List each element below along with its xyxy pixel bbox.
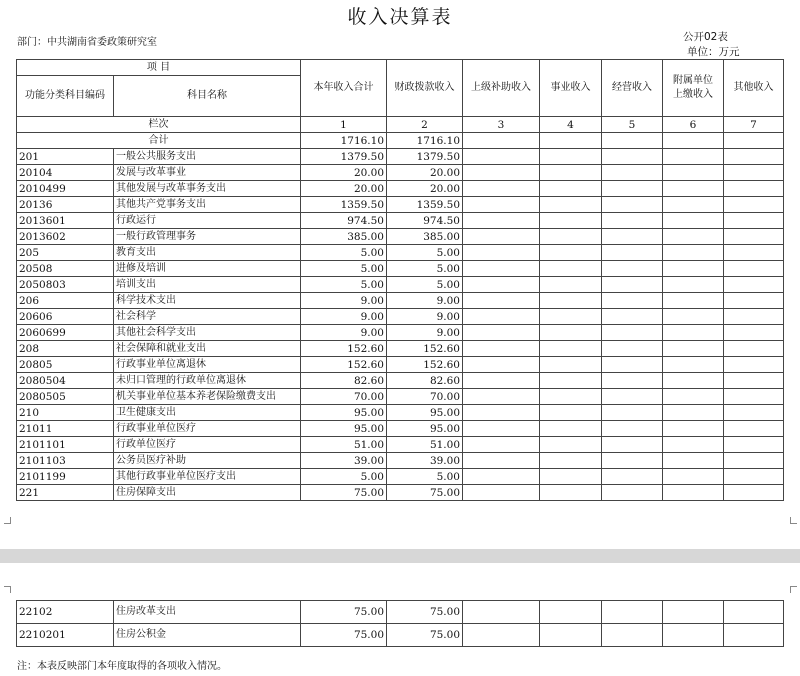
row-total: 152.60	[301, 357, 387, 373]
row-total: 20.00	[301, 181, 387, 197]
empty-cell	[463, 293, 540, 309]
row-name: 行政事业单位医疗	[114, 421, 301, 437]
report-title: 收入决算表	[347, 6, 453, 28]
empty-cell	[663, 325, 724, 341]
row-code: 2050803	[17, 277, 114, 293]
row-fiscal: 75.00	[387, 624, 463, 647]
row-code: 221	[17, 485, 114, 501]
empty-cell	[724, 453, 784, 469]
row-name: 其他行政事业单位医疗支出	[114, 469, 301, 485]
row-name: 社会保障和就业支出	[114, 341, 301, 357]
table-row	[17, 165, 784, 181]
row-code: 2101199	[17, 469, 114, 485]
empty-cell	[602, 229, 663, 245]
col-index-number: 6	[663, 117, 724, 133]
empty-cell	[724, 373, 784, 389]
empty-cell	[663, 601, 724, 624]
row-total: 70.00	[301, 389, 387, 405]
row-total: 5.00	[301, 469, 387, 485]
empty-cell	[663, 421, 724, 437]
row-name: 未归口管理的行政单位离退休	[114, 373, 301, 389]
empty-cell	[540, 341, 602, 357]
empty-cell	[724, 357, 784, 373]
empty-cell	[724, 149, 784, 165]
row-code: 206	[17, 293, 114, 309]
empty-cell	[602, 389, 663, 405]
empty-cell	[540, 421, 602, 437]
empty-cell	[663, 405, 724, 421]
row-fiscal: 5.00	[387, 261, 463, 277]
row-total: 5.00	[301, 277, 387, 293]
empty-cell	[724, 325, 784, 341]
empty-cell	[602, 133, 663, 149]
table-row	[17, 325, 784, 341]
empty-cell	[602, 149, 663, 165]
empty-cell	[463, 165, 540, 181]
header-row-1	[17, 60, 784, 76]
row-total: 75.00	[301, 601, 387, 624]
row-code: 2080505	[17, 389, 114, 405]
total-amount: 1716.10	[301, 133, 387, 149]
col-index-number: 1	[301, 117, 387, 133]
empty-cell	[663, 181, 724, 197]
empty-cell	[540, 453, 602, 469]
form-number: 公开02表	[683, 31, 728, 43]
empty-cell	[602, 293, 663, 309]
row-fiscal: 5.00	[387, 469, 463, 485]
header-item: 项 目	[17, 60, 301, 76]
empty-cell	[463, 405, 540, 421]
empty-cell	[602, 181, 663, 197]
empty-cell	[463, 437, 540, 453]
income-table-continued	[16, 600, 784, 647]
row-name: 其他共产党事务支出	[114, 197, 301, 213]
header-other: 其他收入	[724, 60, 784, 117]
empty-cell	[463, 245, 540, 261]
empty-cell	[602, 197, 663, 213]
empty-cell	[463, 469, 540, 485]
department-label: 部门：中共湖南省委政策研究室	[17, 37, 157, 48]
empty-cell	[724, 421, 784, 437]
col-index-label: 栏次	[17, 117, 301, 133]
empty-cell	[724, 293, 784, 309]
row-total: 1379.50	[301, 149, 387, 165]
row-total: 82.60	[301, 373, 387, 389]
row-fiscal: 75.00	[387, 485, 463, 501]
header-fiscal: 财政拨款收入	[387, 60, 463, 117]
table-row	[17, 485, 784, 501]
empty-cell	[540, 293, 602, 309]
empty-cell	[602, 357, 663, 373]
empty-cell	[724, 341, 784, 357]
row-name: 公务员医疗补助	[114, 453, 301, 469]
table-row	[17, 421, 784, 437]
table-row	[17, 357, 784, 373]
row-name: 住房改革支出	[114, 601, 301, 624]
footnote: 注：本表反映部门本年度取得的各项收入情况。	[17, 661, 227, 672]
empty-cell	[602, 261, 663, 277]
page-corner-mark	[790, 586, 797, 593]
col-index-number: 2	[387, 117, 463, 133]
empty-cell	[663, 197, 724, 213]
row-total: 9.00	[301, 293, 387, 309]
row-code: 20104	[17, 165, 114, 181]
table-row	[17, 293, 784, 309]
table-row	[17, 277, 784, 293]
empty-cell	[724, 165, 784, 181]
row-code: 21011	[17, 421, 114, 437]
empty-cell	[463, 453, 540, 469]
empty-cell	[724, 309, 784, 325]
row-fiscal: 5.00	[387, 245, 463, 261]
row-code: 22102	[17, 601, 114, 624]
table-row	[17, 469, 784, 485]
empty-cell	[602, 213, 663, 229]
row-total: 75.00	[301, 485, 387, 501]
empty-cell	[463, 277, 540, 293]
empty-cell	[540, 165, 602, 181]
empty-cell	[663, 245, 724, 261]
col-index-number: 3	[463, 117, 540, 133]
row-total: 5.00	[301, 261, 387, 277]
row-fiscal: 152.60	[387, 341, 463, 357]
row-fiscal: 385.00	[387, 229, 463, 245]
col-index-number: 7	[724, 117, 784, 133]
empty-cell	[463, 229, 540, 245]
row-code: 2210201	[17, 624, 114, 647]
empty-cell	[540, 149, 602, 165]
empty-cell	[463, 389, 540, 405]
row-code: 2101103	[17, 453, 114, 469]
empty-cell	[602, 325, 663, 341]
table-row	[17, 405, 784, 421]
empty-cell	[663, 213, 724, 229]
row-fiscal: 1379.50	[387, 149, 463, 165]
empty-cell	[602, 277, 663, 293]
row-fiscal: 1359.50	[387, 197, 463, 213]
header-business: 事业收入	[540, 60, 602, 117]
row-fiscal: 20.00	[387, 181, 463, 197]
total-fiscal: 1716.10	[387, 133, 463, 149]
empty-cell	[724, 469, 784, 485]
empty-cell	[663, 277, 724, 293]
row-fiscal: 974.50	[387, 213, 463, 229]
empty-cell	[602, 469, 663, 485]
empty-cell	[540, 601, 602, 624]
header-affiliated: 附属单位上缴收入	[663, 60, 724, 117]
row-total: 75.00	[301, 624, 387, 647]
table-row	[17, 245, 784, 261]
table-row	[17, 437, 784, 453]
table-row	[17, 309, 784, 325]
empty-cell	[602, 453, 663, 469]
row-fiscal: 95.00	[387, 421, 463, 437]
row-total: 1359.50	[301, 197, 387, 213]
empty-cell	[602, 309, 663, 325]
empty-cell	[540, 133, 602, 149]
table-row	[17, 601, 784, 624]
empty-cell	[663, 133, 724, 149]
empty-cell	[463, 373, 540, 389]
row-name: 行政事业单位离退休	[114, 357, 301, 373]
empty-cell	[540, 405, 602, 421]
empty-cell	[463, 601, 540, 624]
empty-cell	[724, 197, 784, 213]
empty-cell	[724, 485, 784, 501]
table-row	[17, 229, 784, 245]
empty-cell	[663, 373, 724, 389]
empty-cell	[463, 181, 540, 197]
row-name: 培训支出	[114, 277, 301, 293]
col-index-number: 5	[602, 117, 663, 133]
empty-cell	[663, 293, 724, 309]
empty-cell	[663, 261, 724, 277]
empty-cell	[540, 197, 602, 213]
row-code: 20606	[17, 309, 114, 325]
empty-cell	[463, 197, 540, 213]
row-total: 9.00	[301, 325, 387, 341]
empty-cell	[602, 405, 663, 421]
empty-cell	[540, 261, 602, 277]
table-row	[17, 149, 784, 165]
row-total: 385.00	[301, 229, 387, 245]
row-name: 住房保障支出	[114, 485, 301, 501]
empty-cell	[463, 485, 540, 501]
empty-cell	[663, 229, 724, 245]
row-fiscal: 39.00	[387, 453, 463, 469]
empty-cell	[540, 213, 602, 229]
total-label: 合计	[17, 133, 301, 149]
row-code: 2101101	[17, 437, 114, 453]
empty-cell	[463, 325, 540, 341]
total-row	[17, 133, 784, 149]
empty-cell	[463, 133, 540, 149]
empty-cell	[540, 389, 602, 405]
col-index-row	[17, 117, 784, 133]
row-code: 2010499	[17, 181, 114, 197]
row-code: 205	[17, 245, 114, 261]
table-row	[17, 197, 784, 213]
page-corner-mark	[4, 517, 11, 524]
row-fiscal: 70.00	[387, 389, 463, 405]
empty-cell	[540, 437, 602, 453]
empty-cell	[602, 601, 663, 624]
empty-cell	[602, 373, 663, 389]
table-row	[17, 389, 784, 405]
row-name: 机关事业单位基本养老保险缴费支出	[114, 389, 301, 405]
empty-cell	[540, 325, 602, 341]
table-row	[17, 181, 784, 197]
row-total: 51.00	[301, 437, 387, 453]
income-table	[16, 59, 784, 501]
row-total: 9.00	[301, 309, 387, 325]
empty-cell	[663, 469, 724, 485]
row-total: 20.00	[301, 165, 387, 181]
header-superior: 上级补助收入	[463, 60, 540, 117]
empty-cell	[724, 261, 784, 277]
row-code: 2013602	[17, 229, 114, 245]
empty-cell	[540, 181, 602, 197]
row-code: 2013601	[17, 213, 114, 229]
empty-cell	[724, 601, 784, 624]
empty-cell	[540, 624, 602, 647]
empty-cell	[602, 421, 663, 437]
empty-cell	[663, 437, 724, 453]
empty-cell	[540, 469, 602, 485]
row-code: 2060699	[17, 325, 114, 341]
row-fiscal: 9.00	[387, 309, 463, 325]
row-total: 39.00	[301, 453, 387, 469]
table-row	[17, 341, 784, 357]
empty-cell	[724, 389, 784, 405]
row-name: 其他发展与改革事务支出	[114, 181, 301, 197]
row-fiscal: 75.00	[387, 601, 463, 624]
table-row	[17, 624, 784, 647]
page-corner-mark	[790, 517, 797, 524]
empty-cell	[540, 245, 602, 261]
empty-cell	[663, 149, 724, 165]
row-fiscal: 5.00	[387, 277, 463, 293]
row-name: 教育支出	[114, 245, 301, 261]
empty-cell	[663, 357, 724, 373]
row-name: 发展与改革事业	[114, 165, 301, 181]
empty-cell	[540, 357, 602, 373]
header-code: 功能分类科目编码	[17, 76, 114, 117]
row-fiscal: 95.00	[387, 405, 463, 421]
empty-cell	[724, 229, 784, 245]
empty-cell	[724, 181, 784, 197]
page-corner-mark	[4, 586, 11, 593]
empty-cell	[463, 421, 540, 437]
empty-cell	[724, 213, 784, 229]
col-index-number: 4	[540, 117, 602, 133]
empty-cell	[540, 277, 602, 293]
empty-cell	[663, 389, 724, 405]
empty-cell	[724, 437, 784, 453]
empty-cell	[463, 341, 540, 357]
row-name: 一般行政管理事务	[114, 229, 301, 245]
header-name: 科目名称	[114, 76, 301, 117]
empty-cell	[463, 213, 540, 229]
empty-cell	[663, 165, 724, 181]
table-row	[17, 453, 784, 469]
row-name: 社会科学	[114, 309, 301, 325]
empty-cell	[463, 624, 540, 647]
empty-cell	[463, 261, 540, 277]
row-code: 20805	[17, 357, 114, 373]
row-code: 210	[17, 405, 114, 421]
row-fiscal: 152.60	[387, 357, 463, 373]
header-total: 本年收入合计	[301, 60, 387, 117]
row-fiscal: 82.60	[387, 373, 463, 389]
empty-cell	[463, 357, 540, 373]
table-row	[17, 213, 784, 229]
empty-cell	[602, 624, 663, 647]
empty-cell	[540, 229, 602, 245]
table-row	[17, 373, 784, 389]
empty-cell	[602, 341, 663, 357]
empty-cell	[602, 437, 663, 453]
row-total: 974.50	[301, 213, 387, 229]
row-fiscal: 9.00	[387, 325, 463, 341]
empty-cell	[663, 624, 724, 647]
row-code: 2080504	[17, 373, 114, 389]
empty-cell	[724, 277, 784, 293]
empty-cell	[724, 133, 784, 149]
empty-cell	[724, 624, 784, 647]
table-row	[17, 261, 784, 277]
row-code: 20136	[17, 197, 114, 213]
empty-cell	[540, 309, 602, 325]
row-name: 行政运行	[114, 213, 301, 229]
row-total: 5.00	[301, 245, 387, 261]
row-fiscal: 51.00	[387, 437, 463, 453]
row-total: 95.00	[301, 405, 387, 421]
row-total: 95.00	[301, 421, 387, 437]
row-name: 卫生健康支出	[114, 405, 301, 421]
empty-cell	[663, 453, 724, 469]
row-name: 一般公共服务支出	[114, 149, 301, 165]
page-break	[0, 549, 800, 563]
unit-label: 单位：万元	[687, 46, 740, 58]
row-code: 208	[17, 341, 114, 357]
empty-cell	[724, 245, 784, 261]
row-name: 住房公积金	[114, 624, 301, 647]
row-fiscal: 20.00	[387, 165, 463, 181]
row-name: 科学技术支出	[114, 293, 301, 309]
empty-cell	[663, 341, 724, 357]
empty-cell	[540, 485, 602, 501]
row-name: 其他社会科学支出	[114, 325, 301, 341]
empty-cell	[463, 149, 540, 165]
row-total: 152.60	[301, 341, 387, 357]
empty-cell	[602, 485, 663, 501]
empty-cell	[602, 245, 663, 261]
empty-cell	[663, 485, 724, 501]
row-code: 201	[17, 149, 114, 165]
row-code: 20508	[17, 261, 114, 277]
empty-cell	[724, 405, 784, 421]
empty-cell	[602, 165, 663, 181]
header-operating: 经营收入	[602, 60, 663, 117]
empty-cell	[540, 373, 602, 389]
row-name: 行政单位医疗	[114, 437, 301, 453]
row-name: 进修及培训	[114, 261, 301, 277]
empty-cell	[463, 309, 540, 325]
row-fiscal: 9.00	[387, 293, 463, 309]
empty-cell	[663, 309, 724, 325]
